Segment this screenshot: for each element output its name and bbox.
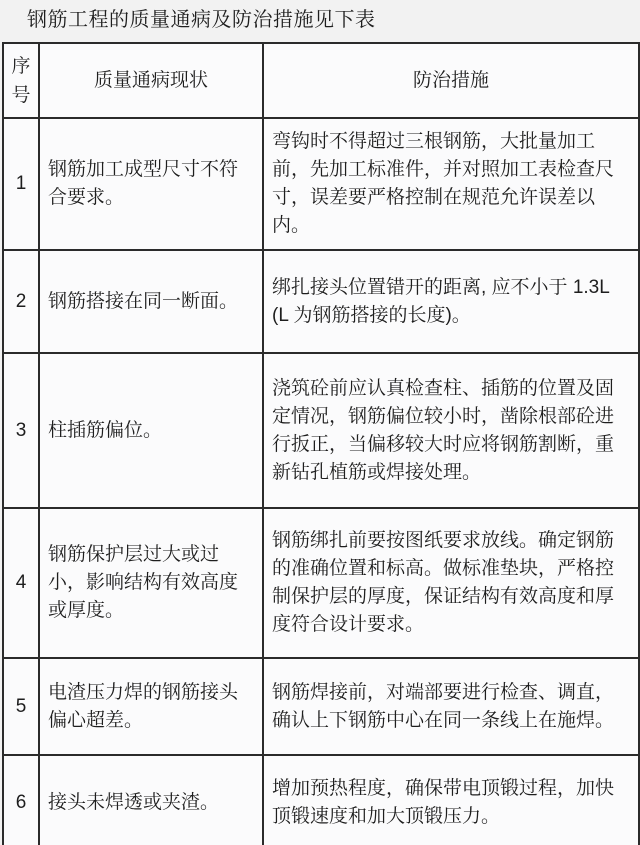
cell-serial-number: 3	[3, 353, 39, 508]
cell-serial-number: 1	[3, 118, 39, 250]
cell-prevention-measure: 浇筑砼前应认真检查柱、插筋的位置及固定情况，钢筋偏位较小时，凿除根部砼进行扳正，当偏移较大时应将钢筋割断，重新钻孔植筋或焊接处理。	[263, 353, 639, 508]
table-row	[3, 755, 639, 845]
cell-prevention-measure: 增加预热程度，确保带电顶锻过程，加快顶锻速度和加大顶锻压力。	[263, 755, 639, 845]
table-header-row	[3, 43, 639, 118]
cell-problem-status: 钢筋加工成型尺寸不符合要求。	[39, 118, 263, 250]
cell-serial-number: 4	[3, 508, 39, 658]
table-row	[3, 118, 639, 250]
cell-serial-number: 6	[3, 755, 39, 845]
table-row	[3, 250, 639, 353]
cell-serial-number: 5	[3, 658, 39, 755]
cell-problem-status: 柱插筋偏位。	[39, 353, 263, 508]
cell-problem-status: 钢筋保护层过大或过小，影响结构有效高度或厚度。	[39, 508, 263, 658]
header-serial-number: 序号	[3, 43, 39, 118]
page-title: 钢筋工程的质量通病及防治措施见下表	[27, 9, 376, 31]
cell-problem-status: 接头未焊透或夹渣。	[39, 755, 263, 845]
table-row	[3, 353, 639, 508]
cell-serial-number: 2	[3, 250, 39, 353]
cell-prevention-measure: 弯钩时不得超过三根钢筋，大批量加工前，先加工标准件，并对照加工表检查尺寸，误差要严格控制在规范允许误差以内。	[263, 118, 639, 250]
table-row	[3, 508, 639, 658]
cell-prevention-measure: 钢筋绑扎前要按图纸要求放线。确定钢筋的准确位置和标高。做标准垫块，严格控制保护层的厚度，保证结构有效高度和厚度符合设计要求。	[263, 508, 639, 658]
header-prevention-measure: 防治措施	[263, 43, 639, 118]
cell-problem-status: 电渣压力焊的钢筋接头偏心超差。	[39, 658, 263, 755]
table-row	[3, 658, 639, 755]
cell-prevention-measure: 绑扎接头位置错开的距离, 应不小于 1.3L (L 为钢筋搭接的长度)。	[263, 250, 639, 353]
cell-problem-status: 钢筋搭接在同一断面。	[39, 250, 263, 353]
quality-problems-table	[2, 42, 640, 845]
cell-prevention-measure: 钢筋焊接前，对端部要进行检查、调直，确认上下钢筋中心在同一条线上在施焊。	[263, 658, 639, 755]
article-page	[0, 7, 640, 845]
header-problem-status: 质量通病现状	[39, 43, 263, 118]
